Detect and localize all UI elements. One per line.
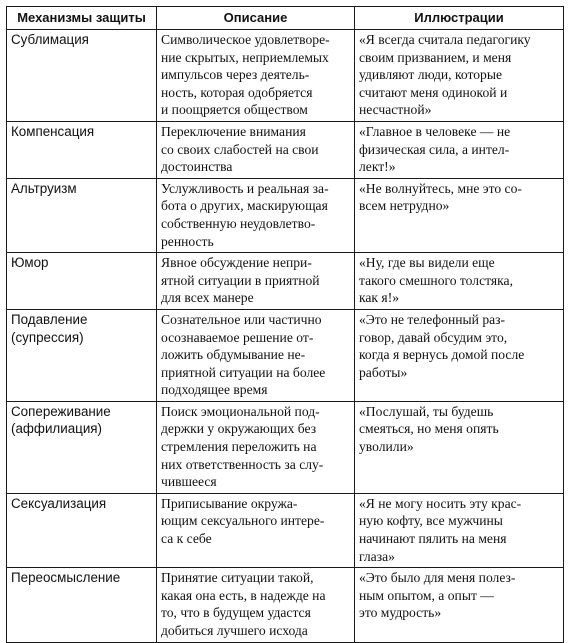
- header-mechanism: Механизмы защиты: [7, 7, 157, 30]
- table-row: [7, 178, 564, 252]
- mechanism-cell: Сублимация: [7, 30, 157, 122]
- description-cell: Поиск эмоциональной под- держки у окружающих без стремления переложить на них ответственность за слу- чившееся: [157, 401, 355, 493]
- illustration-cell: «Я всегда считала педагогику своим призванием, и меня удивляют люди, которые считают меня одинокой и несчастной»: [355, 30, 564, 122]
- description-cell: Принятие ситуации такой, какая она есть, в надежде на то, что в будущем удастся добиться лучшего исхода: [157, 568, 355, 642]
- illustration-cell: «Послушай, ты будешь смеяться, но меня опять уволили»: [355, 401, 564, 493]
- description-cell: Символическое удовлетворе- ние скрытых, неприемлемых импульсов через деятель- ность, которая одобряется и поощряется обществом: [157, 30, 355, 122]
- defense-mechanisms-table: [6, 6, 564, 643]
- description-cell: Услужливость и реальная за- бота о других, маскирующая собственную неудовлетво- ренность: [157, 178, 355, 252]
- illustration-cell: «Ну, где вы видели еще такого смешного толстяка, как я!»: [355, 253, 564, 310]
- table-row: [7, 30, 564, 122]
- description-cell: Сознательное или частично осознаваемое решение от- ложить обдумывание не- приятной ситуации на более подходящее время: [157, 309, 355, 401]
- description-cell: Переключение внимания со своих слабостей на свои достоинства: [157, 121, 355, 178]
- mechanism-cell: Подавление (супрессия): [7, 309, 157, 401]
- mechanism-cell: Переосмысление: [7, 568, 157, 642]
- illustration-cell: «Не волнуйтесь, мне это со- всем нетрудно»: [355, 178, 564, 252]
- illustration-cell: «Я не могу носить эту крас- ную кофту, все мужчины начинают пялить на меня глаза»: [355, 493, 564, 567]
- description-cell: Приписывание окружа- ющим сексуального интере- са к себе: [157, 493, 355, 567]
- table-row: [7, 309, 564, 401]
- header-illustration: Иллюстрации: [355, 7, 564, 30]
- illustration-cell: «Главное в человеке — не физическая сила, а интел- лект!»: [355, 121, 564, 178]
- mechanism-cell: Альтруизм: [7, 178, 157, 252]
- table-header-row: [7, 7, 564, 30]
- illustration-cell: «Это не телефонный раз- говор, давай обсудим это, когда я вернусь домой после работы»: [355, 309, 564, 401]
- table-row: [7, 568, 564, 642]
- table-row: [7, 121, 564, 178]
- mechanism-cell: Юмор: [7, 253, 157, 310]
- illustration-cell: «Это было для меня полез- ным опытом, а опыт — это мудрость»: [355, 568, 564, 642]
- mechanism-cell: Сопереживание (аффилиация): [7, 401, 157, 493]
- table-row: [7, 253, 564, 310]
- header-description: Описание: [157, 7, 355, 30]
- table-row: [7, 493, 564, 567]
- mechanism-cell: Компенсация: [7, 121, 157, 178]
- description-cell: Явное обсуждение непри- ятной ситуации в приятной для всех манере: [157, 253, 355, 310]
- table-row: [7, 401, 564, 493]
- mechanism-cell: Сексуализация: [7, 493, 157, 567]
